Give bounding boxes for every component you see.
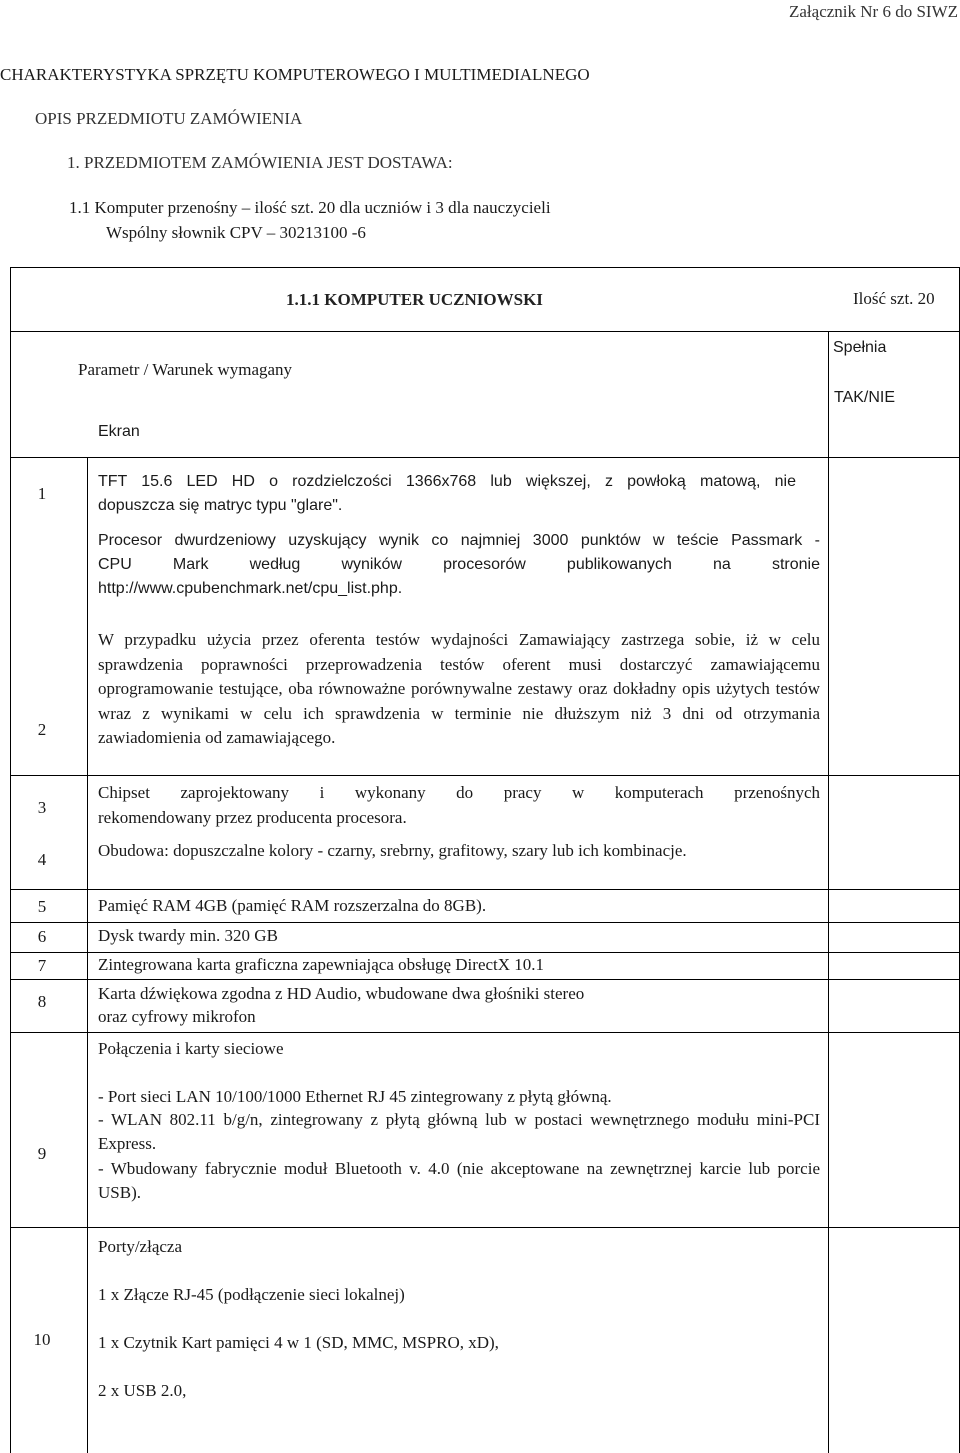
rj45-port-text: 1 x Złącze RJ-45 (podłączenie sieci lokalnej) — [98, 1285, 405, 1304]
row-1-text-line2: dopuszcza się matryc typu "glare". — [98, 497, 343, 514]
cpu-text-line1: Procesor dwurdzeniowy uzyskujący wynik co najmniej 3000 punktów w teście Passmark - — [98, 532, 820, 549]
ram-text: Pamięć RAM 4GB (pamięć RAM rozszerzalna do 8GB). — [98, 896, 487, 915]
item-heading: 1.1 Komputer przenośny – ilość szt. 20 dla uczniów i 3 dla nauczycieli — [69, 198, 551, 217]
ports-heading: Porty/złącza — [98, 1237, 183, 1256]
section-heading: 1. PRZEDMIOTEM ZAMÓWIENIA JEST DOSTAWA: — [67, 153, 453, 172]
graphics-text: Zintegrowana karta graficzna zapewniająca obsługę DirectX 10.1 — [98, 955, 545, 974]
disk-text: Dysk twardy min. 320 GB — [98, 926, 278, 945]
performance-test-text: W przypadku użycia przez oferenta testów wydajności Zamawiający zastrzega sobie, iż w celu sprawdzenia poprawności przeprowadzenia testów oferent musi dostarczyć zamawiającemu oprogramowanie testujące, oba równoważne porównywalne zestawy oraz dokładny opis użytych testów wraz z wynikami w celu ich sprawdzenia w terminie nie dłuższym niż 3 dni od otrzymania zawiadomienia od zamawiającego. — [98, 630, 820, 747]
audio-text-line2: oraz cyfrowy mikrofon — [98, 1007, 256, 1026]
row-number: 8 — [37, 992, 47, 1011]
lan-text: - Port sieci LAN 10/100/1000 Ethernet RJ 45 zintegrowany z płytą główną. — [98, 1087, 612, 1106]
column-header-parameter: Parametr / Warunek wymagany — [78, 360, 293, 379]
wlan-text: - WLAN 802.11 b/g/n, zintegrowany z płytą główną lub w postaci wewnętrznego modułu mini-PCI Express. — [98, 1110, 820, 1153]
document-subtitle: OPIS PRZEDMIOTU ZAMÓWIENIA — [35, 109, 303, 128]
document-title: CHARAKTERYSTYKA SPRZĘTU KOMPUTEROWEGO I MULTIMEDIALNEGO — [0, 65, 590, 84]
casing-text: Obudowa: dopuszczalne kolory - czarny, srebrny, grafitowy, szary lub ich kombinacje. — [98, 841, 687, 860]
table-title: 1.1.1 KOMPUTER UCZNIOWSKI — [286, 290, 543, 309]
cpu-benchmark-url: http://www.cpubenchmark.net/cpu_list.php. — [98, 580, 403, 597]
chipset-text-line1: Chipset zaprojektowany i wykonany do pracy w komputerach przenośnych — [98, 783, 820, 802]
column-header-complies: Spełnia — [833, 339, 887, 356]
row-number: 3 — [37, 798, 47, 817]
usb-port-text: 2 x USB 2.0, — [98, 1381, 187, 1400]
audio-text-line1: Karta dźwiękowa zgodna z HD Audio, wbudowane dwa głośniki stereo — [98, 984, 585, 1003]
row-number: 6 — [37, 927, 47, 946]
row-1-text-line1: TFT 15.6 LED HD o rozdzielczości 1366x768 lub większej, z powłoką matową, nie — [98, 473, 796, 490]
annex-label: Załącznik Nr 6 do SIWZ — [789, 2, 958, 21]
bluetooth-text: - Wbudowany fabrycznie moduł Bluetooth v. 4.0 (nie akceptowane na zewnętrznej karcie lub porcie USB). — [98, 1159, 820, 1202]
row-number: 7 — [37, 956, 47, 975]
row-number: 1 — [37, 484, 47, 503]
row-number: 10 — [33, 1330, 51, 1349]
network-heading: Połączenia i karty sieciowe — [98, 1039, 284, 1058]
cpu-text-line2: CPU Mark według wyników procesorów publikowanych na stronie — [98, 556, 820, 573]
row-number: 5 — [37, 897, 47, 916]
column-header-yes-no: TAK/NIE — [834, 389, 896, 406]
chipset-text-line2: rekomendowany przez producenta procesora. — [98, 808, 407, 827]
screen-label: Ekran — [98, 423, 140, 440]
row-number: 9 — [37, 1144, 47, 1163]
card-reader-text: 1 x Czytnik Kart pamięci 4 w 1 (SD, MMC, MSPRO, xD), — [98, 1333, 499, 1352]
row-number: 4 — [37, 850, 47, 869]
row-number: 2 — [37, 720, 47, 739]
quantity-label: Ilość szt. 20 — [853, 289, 935, 308]
cpv-code: Wspólny słownik CPV – 30213100 -6 — [106, 223, 366, 242]
